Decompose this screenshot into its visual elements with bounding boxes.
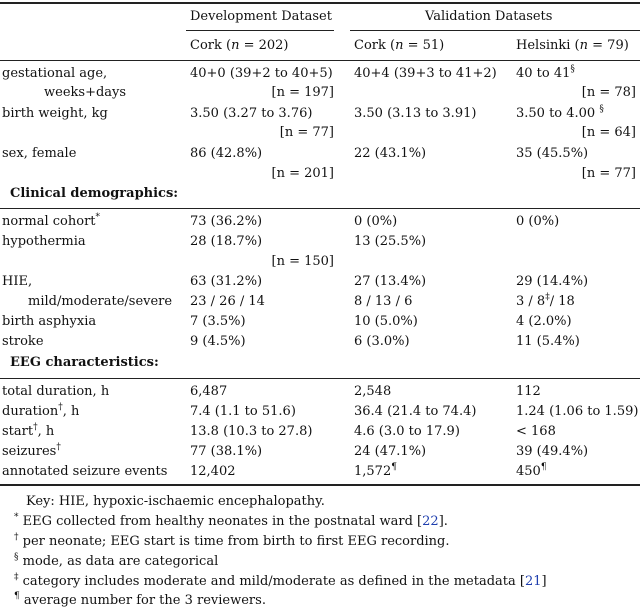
cell-ga-dev-n: [n = 197]: [271, 85, 334, 100]
row-label-hie: HIE,: [2, 274, 33, 289]
cell-hie-val1: 27 (13.4%): [354, 274, 427, 289]
col-header-val2: Helsinki (n = 79): [516, 38, 629, 53]
cell-start-val1: 4.6 (3.0 to 17.9): [354, 424, 460, 439]
cell-ann-val2: 450¶: [516, 462, 547, 479]
cell-seiz-dev: 77 (38.1%): [190, 444, 263, 459]
row-label-normal-cohort: normal cohort*: [2, 212, 101, 229]
cell-bw-dev: 3.50 (3.27 to 3.76): [190, 106, 313, 121]
row-label-stroke: stroke: [2, 334, 44, 349]
cell-sex-val2: 35 (45.5%): [516, 146, 589, 161]
cell-bw-val2: 3.50 to 4.00 §: [516, 104, 604, 121]
cell-total-val2: 112: [516, 384, 541, 399]
cell-stroke-dev: 9 (4.5%): [190, 334, 246, 349]
cell-ann-dev: 12,402: [190, 464, 236, 479]
footnote-mode: § mode, as data are categorical: [14, 552, 219, 569]
clinical-rule: [0, 208, 640, 209]
row-label-duration: duration†, h: [2, 402, 80, 419]
cell-sex-dev: 86 (42.8%): [190, 146, 263, 161]
cell-stroke-val2: 11 (5.4%): [516, 334, 580, 349]
cell-mms-val2: 3 / 8‡/ 18: [516, 292, 575, 309]
cell-hypo-dev-n: [n = 150]: [271, 254, 334, 269]
row-label-sex: sex, female: [2, 146, 77, 161]
footnote-key: Key: HIE, hypoxic-ischaemic encephalopathy.: [26, 494, 325, 509]
dev-group-header: Development Dataset: [190, 9, 332, 24]
cell-total-dev: 6,487: [190, 384, 228, 399]
cell-ga-dev: 40+0 (39+2 to 40+5): [190, 66, 333, 81]
cell-sex-val1: 22 (43.1%): [354, 146, 427, 161]
row-label-hypothermia: hypothermia: [2, 234, 86, 249]
val-group-header: Validation Datasets: [425, 9, 553, 24]
row-label-birth-asphyxia: birth asphyxia: [2, 314, 97, 329]
cell-hie-val2: 29 (14.4%): [516, 274, 589, 289]
group-rule-dev: [186, 30, 334, 31]
cell-ga-val2: 40 to 41§: [516, 64, 575, 81]
top-rule: [0, 2, 640, 4]
cell-bw-val2-n: [n = 64]: [581, 125, 636, 140]
footnote-normal: * EEG collected from healthy neonates in the postnatal ward [22].: [14, 512, 448, 529]
cell-asph-val1: 10 (5.0%): [354, 314, 418, 329]
cell-sex-dev-n: [n = 201]: [271, 166, 334, 181]
cell-ann-val1: 1,572¶: [354, 462, 397, 479]
table-bottom-rule: [0, 484, 640, 486]
row-label-annotated-events: annotated seizure events: [2, 464, 168, 479]
ref-link-21[interactable]: 21: [524, 574, 542, 589]
footnote-category: ‡ category includes moderate and mild/moderate as defined in the metadata [21]: [14, 572, 547, 589]
cell-bw-val1: 3.50 (3.13 to 3.91): [354, 106, 477, 121]
section-heading-clinical: Clinical demographics:: [10, 186, 179, 201]
cell-dur-val2: 1.24 (1.06 to 1.59): [516, 404, 639, 419]
row-label-start: start†, h: [2, 422, 55, 439]
cell-bw-dev-n: [n = 77]: [279, 125, 334, 140]
cell-seiz-val1: 24 (47.1%): [354, 444, 427, 459]
row-label-gestational-age-unit: weeks+days: [44, 85, 127, 100]
eeg-rule: [0, 378, 640, 379]
cell-dur-val1: 36.4 (21.4 to 74.4): [354, 404, 477, 419]
header-bottom-rule: [0, 60, 640, 61]
cell-stroke-val1: 6 (3.0%): [354, 334, 410, 349]
row-label-total-duration: total duration, h: [2, 384, 110, 399]
cell-dur-dev: 7.4 (1.1 to 51.6): [190, 404, 296, 419]
row-label-seizures: seizures†: [2, 442, 61, 459]
footnote-average: ¶ average number for the 3 reviewers.: [14, 591, 266, 608]
cell-start-dev: 13.8 (10.3 to 27.8): [190, 424, 313, 439]
cell-hie-dev: 63 (31.2%): [190, 274, 263, 289]
cell-asph-val2: 4 (2.0%): [516, 314, 572, 329]
cell-start-val2: < 168: [516, 424, 556, 439]
cell-asph-dev: 7 (3.5%): [190, 314, 246, 329]
ref-link-22[interactable]: 22: [422, 514, 439, 529]
cell-hypo-dev: 28 (18.7%): [190, 234, 263, 249]
row-label-hie-grade: mild/moderate/severe: [28, 294, 173, 309]
footnote-per-neonate: † per neonate; EEG start is time from birth to first EEG recording.: [14, 532, 450, 549]
cell-normal-dev: 73 (36.2%): [190, 214, 263, 229]
cell-seiz-val2: 39 (49.4%): [516, 444, 589, 459]
col-header-dev: Cork (n = 202): [190, 38, 289, 53]
group-rule-val: [350, 30, 640, 31]
cell-ga-val2-n: [n = 78]: [581, 85, 636, 100]
row-label-birth-weight: birth weight, kg: [2, 106, 108, 121]
cell-hypo-val1: 13 (25.5%): [354, 234, 427, 249]
section-heading-eeg: EEG characteristics:: [10, 355, 159, 370]
cell-normal-val1: 0 (0%): [354, 214, 398, 229]
row-label-gestational-age: gestational age,: [2, 66, 108, 81]
cell-mms-val1: 8 / 13 / 6: [354, 294, 413, 309]
cell-mms-dev: 23 / 26 / 14: [190, 294, 265, 309]
col-header-val1: Cork (n = 51): [354, 38, 445, 53]
cell-normal-val2: 0 (0%): [516, 214, 560, 229]
cell-sex-val2-n: [n = 77]: [581, 166, 636, 181]
cell-ga-val1: 40+4 (39+3 to 41+2): [354, 66, 497, 81]
cell-total-val1: 2,548: [354, 384, 392, 399]
